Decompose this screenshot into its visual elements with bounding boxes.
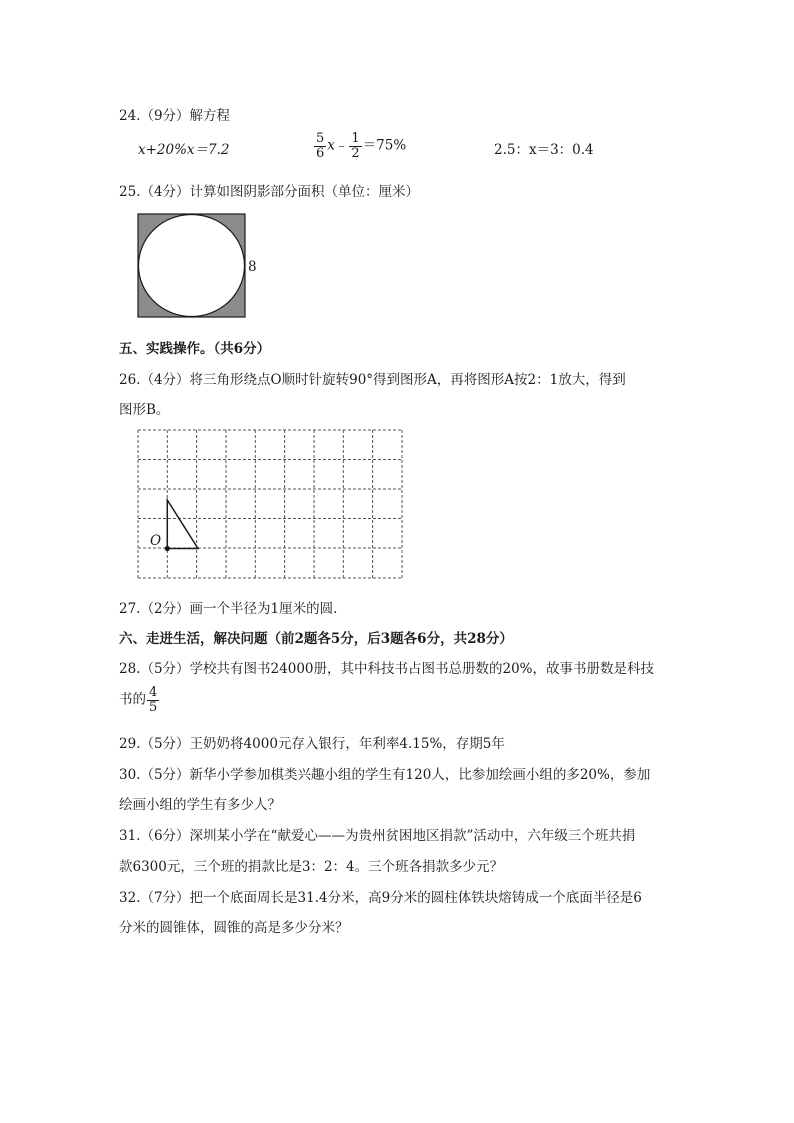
q25-heading: 25.（4分）计算如图阴影部分面积（单位：厘米）: [119, 184, 420, 200]
inscribed-circle: [139, 215, 245, 317]
fraction-denominator: 5: [149, 699, 158, 715]
q26-line-1: 26.（4分）将三角形绕点O顺时针旋转90°得到图形A，再将图形A按2：1放大，得到: [119, 372, 626, 388]
side-length-label: 8: [248, 259, 257, 275]
variable-x: x: [327, 137, 335, 154]
rotation-point-o: [165, 546, 170, 551]
dotted-grid-with-triangle: [138, 430, 404, 580]
q32-line-1: 32.（7分）把一个底面周长是31.4分米，高9分米的圆柱体铁块熔铸成一个底面半径是6: [119, 890, 642, 906]
fraction-numerator: 1: [351, 131, 360, 146]
fraction-numerator: 5: [316, 131, 325, 146]
q28-prefix: 书的: [119, 691, 146, 708]
q24-heading: 24.（9分）解方程: [119, 108, 231, 124]
q28-line-2: [119, 686, 160, 714]
q32-line-2: 分米的圆锥体，圆锥的高是多少分米？: [119, 920, 349, 936]
shaded-square-circle-figure: [137, 213, 247, 319]
q24-equation-1: x+20%x＝7.2: [138, 142, 230, 158]
fraction-5-6: [314, 132, 326, 160]
equation-rhs: ＝75%: [362, 137, 407, 154]
fraction-denominator: 2: [351, 145, 360, 161]
fraction-4-5: [147, 686, 159, 714]
minus-sign: ﹣: [334, 137, 349, 154]
q24-equation-3: 2.5：x＝3：0.4: [494, 142, 594, 158]
fraction-1-2: [349, 132, 361, 160]
section-5-title: 五、实践操作。（共6分）: [119, 341, 271, 357]
q27-text: 27.（2分）画一个半径为1厘米的圆.: [119, 601, 338, 617]
q31-line-1: 31.（6分）深圳某小学在“献爱心——为贵州贫困地区捐款”活动中，六年级三个班共捐: [119, 828, 636, 844]
q26-line-2: 图形B。: [119, 402, 170, 418]
right-triangle: [167, 500, 198, 549]
section-6-title: 六、走进生活，解决问题（前2题各5分，后3题各6分，共28分）: [119, 631, 513, 647]
q28-line-1: 28.（5分）学校共有图书24000册，其中科技书占图书总册数的20%，故事书册数是科技: [119, 661, 655, 677]
q31-line-2: 款6300元，三个班的捐款比是3：2：4。三个班各捐款多少元？: [119, 859, 504, 875]
q30-line-2: 绘画小组的学生有多少人？: [119, 797, 281, 813]
q29-text: 29.（5分）王奶奶将4000元存入银行，年利率4.15%，存期5年: [119, 736, 505, 752]
q30-line-1: 30.（5分）新华小学参加棋类兴趣小组的学生有120人，比参加绘画小组的多20%，参加: [119, 767, 651, 783]
point-o-label: O: [150, 533, 162, 549]
fraction-denominator: 6: [316, 145, 325, 161]
q24-equation-2: [313, 132, 406, 160]
fraction-numerator: 4: [149, 685, 158, 700]
dashed-grid: [138, 430, 402, 578]
